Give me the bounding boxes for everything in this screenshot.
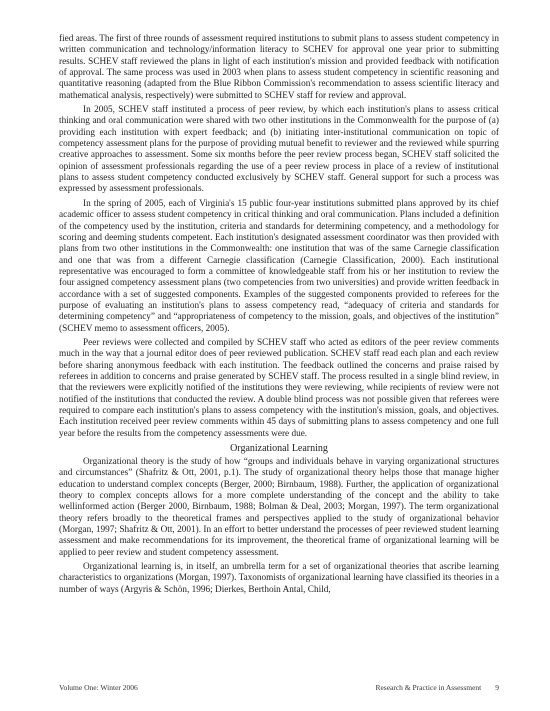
paragraph: Peer reviews were collected and compiled by SCHEV staff who acted as editors of the peer review comments much in the way that a journal editor does of peer reviewed publication. SCHEV staff read each plan and each review before sharing anonymous feedback with each institution. The feedback outlined the concerns and praise raised by referees in addition to concerns and praise generated by SCHEV staff. The process resulted in a single blind review, in that the reviewers were explicitly notified of the institutions they were reviewing, while recipients of review were not notified of the institutions that conducted the review. A double blind process was not possible given that referees were required to compare each institution's plans to assess competency with the institution's mission, goals, and objectives. Each institution received peer review comments within 45 days of submitting plans to assess competency and one full year before the results from the competency assessments were due. <box>59 337 499 439</box>
paragraph: Organizational theory is the study of how “groups and individuals behave in varying organizational structures and circumstances” (Shafritz & Ott, 2001, p.1). The study of organizational theory helps those that manage higher education to understand complex concepts (Berger, 2000; Birnbaum, 1988). Further, the application of organizational theory to complex concepts allows for a more complete understanding of the concept and the ability to take wellinformed action (Berger 2000, Birnbaum, 1988; Bolman & Deal, 2003; Morgan, 1997). The term organizational theory refers broadly to the theoretical frames and perspectives applied to the study of organizational behavior (Morgan, 1997; Shafritz & Ott, 2001). In an effort to better understand the processes of peer reviewed student learning assessment and make recommendations for its improvement, the theoretical frame of organizational learning will be applied to peer review and student competency assessment. <box>59 457 499 558</box>
page-number: 9 <box>495 683 499 692</box>
page-body <box>59 34 499 599</box>
paragraph: Organizational learning is, in itself, an umbrella term for a set of organizational theories that ascribe learning characteristics to organizations (Morgan, 1997). Taxonomists of organizational learning have classified its theories in a number of ways (Argyris & Schön, 1996; Dierkes, Berthoin Antal, Child, <box>59 562 499 595</box>
footer-journal: Research & Practice in Assessment <box>375 683 482 692</box>
paragraph: In 2005, SCHEV staff instituted a process of peer review, by which each institution's plans to assess critical thinking and oral communication were shared with two other institutions in the Commonwealth for the purpose of (a) providing each institution with expert feedback; and (b) initiating inter-institutional communication on topic of competency assessment plans for the purpose of providing mutual benefit to reviewer and the reviewed while spurring creative approaches to assessment. Some six months before the peer review process began, SCHEV staff solicited the opinion of assessment professionals regarding the use of a peer review process in place of a review of institutional plans to assess student competency conducted exclusively by SCHEV staff. General support for such a process was expressed by assessment professionals. <box>59 105 499 195</box>
footer-volume: Volume One: Winter 2006 <box>59 683 138 692</box>
page-footer <box>59 683 499 692</box>
section-heading: Organizational Learning <box>230 443 328 455</box>
paragraph: In the spring of 2005, each of Virginia's 15 public four-year institutions submitted plans approved by its chief academic officer to assess student competency in critical thinking and oral communication. Plans included a definition of the competency used by the institution, criteria and standards for determining competency, and a methodology for scoring and deeming students competent. Each institution's designated assessment coordinator was then provided with plans from two other institutions in the Commonwealth: one institution that was of the same Carnegie classification and one that was from a different Carnegie classification (Carnegie Classification, 2000). Each institutional representative was encouraged to form a committee of knowledgeable staff from his or her institution to review the four assigned competency assessment plans (two competencies from two universities) and provide written feedback in accordance with a set of suggested components. Examples of the suggested components provided to referees for the purpose of evaluating an institution's plans to assess competency read, “adequacy of criteria and standards for determining competency” and “appropriateness of competency to the mission, goals, and objectives of the institution” (SCHEV memo to assessment officers, 2005). <box>59 198 499 334</box>
paragraph: fied areas. The first of three rounds of assessment required institutions to submit plans to assess student competency in written communication and technology/information literacy to SCHEV for approval one year prior to submitting results. SCHEV staff reviewed the plans in light of each institution's mission and provided feedback with notification of approval. The same process was used in 2003 when plans to assess student competency in scientific reasoning and quantitative reasoning (adapted from the Blue Ribbon Commission's recommendation to assess scientific literacy and mathematical analysis, respectively) were submitted to SCHEV staff for review and approval. <box>59 34 499 101</box>
footer-right <box>375 683 499 692</box>
